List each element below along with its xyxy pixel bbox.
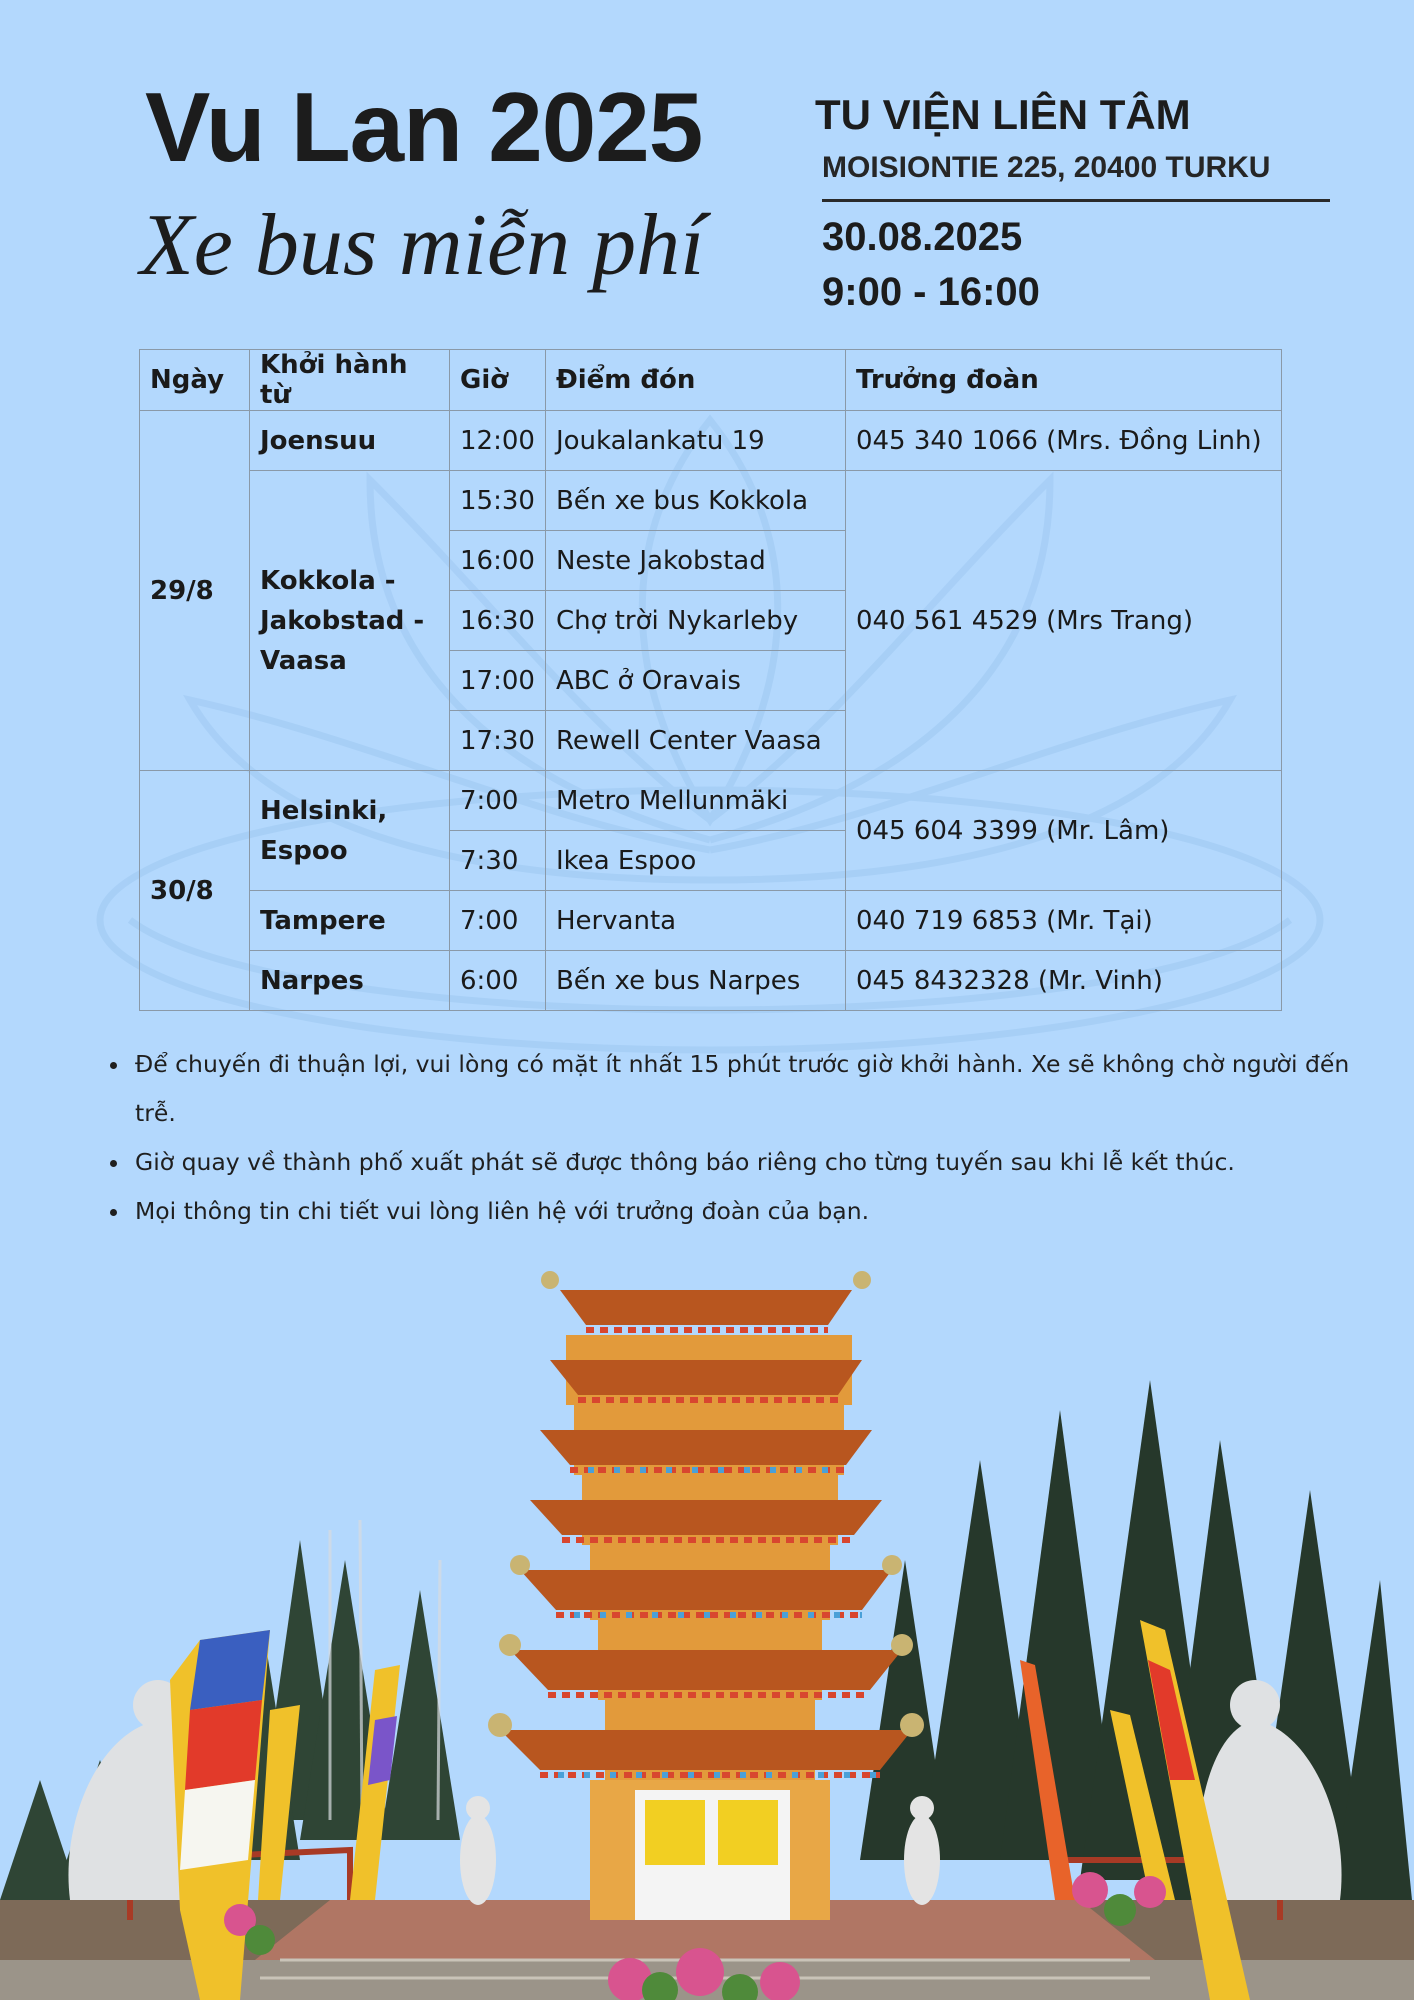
header-divider <box>822 199 1330 202</box>
departure-line: Vaasa <box>260 645 347 676</box>
organization-address: MOISIONTIE 225, 20400 TURKU <box>822 151 1271 184</box>
time-cell: 6:00 <box>450 951 546 1011</box>
notes-list <box>105 1040 1361 1236</box>
header-time: Giờ <box>450 350 546 411</box>
departure-line: Helsinki, <box>260 795 388 826</box>
pickup-cell: Bến xe bus Kokkola <box>545 471 845 531</box>
page-title: Vu Lan 2025 <box>145 72 703 182</box>
list-item: • Để chuyến đi thuận lợi, vui lòng có mặt ít nhất 15 phút trước giờ khởi hành. Xe sẽ không chờ người đến trễ. <box>131 1040 1361 1138</box>
departure-line: Espoo <box>260 835 348 866</box>
pickup-cell: Joukalankatu 19 <box>545 411 845 471</box>
event-date: 30.08.2025 <box>822 215 1023 259</box>
pickup-cell: Metro Mellunmäki <box>545 771 845 831</box>
departure-cell: Narpes <box>250 951 450 1011</box>
event-time: 9:00 - 16:00 <box>822 270 1040 314</box>
day-cell: 30/8 <box>140 771 250 1011</box>
table-row <box>140 471 1282 531</box>
header-leader: Trưởng đoàn <box>845 350 1281 411</box>
bus-schedule-table <box>139 349 1282 1011</box>
table-row <box>140 411 1282 471</box>
departure-line: Kokkola - <box>260 565 396 596</box>
time-cell: 12:00 <box>450 411 546 471</box>
table-row <box>140 951 1282 1011</box>
pickup-cell: Bến xe bus Narpes <box>545 951 845 1011</box>
list-item: • Mọi thông tin chi tiết vui lòng liên hệ với trưởng đoàn của bạn. <box>131 1187 1361 1236</box>
organization-name: TU VIỆN LIÊN TÂM <box>815 91 1191 138</box>
header-departure: Khởi hành từ <box>250 350 450 411</box>
pickup-cell: Ikea Espoo <box>545 831 845 891</box>
pickup-cell: Neste Jakobstad <box>545 531 845 591</box>
list-item: • Giờ quay về thành phố xuất phát sẽ được thông báo riêng cho từng tuyến sau khi lễ kết thúc. <box>131 1138 1361 1187</box>
day-cell: 29/8 <box>140 411 250 771</box>
table-header-row <box>140 350 1282 411</box>
time-cell: 7:30 <box>450 831 546 891</box>
time-cell: 17:00 <box>450 651 546 711</box>
pagoda-photo <box>0 1260 1414 2000</box>
leader-cell: 045 604 3399 (Mr. Lâm) <box>845 771 1281 891</box>
time-cell: 16:00 <box>450 531 546 591</box>
departure-cell: Tampere <box>250 891 450 951</box>
leader-cell: 040 561 4529 (Mrs Trang) <box>845 471 1281 771</box>
pickup-cell: ABC ở Oravais <box>545 651 845 711</box>
pickup-cell: Hervanta <box>545 891 845 951</box>
header-day: Ngày <box>140 350 250 411</box>
departure-cell: Joensuu <box>250 411 450 471</box>
time-cell: 7:00 <box>450 891 546 951</box>
header-pickup: Điểm đón <box>545 350 845 411</box>
table-row <box>140 771 1282 831</box>
pickup-cell: Chợ trời Nykarleby <box>545 591 845 651</box>
leader-cell: 045 340 1066 (Mrs. Đồng Linh) <box>845 411 1281 471</box>
time-cell: 15:30 <box>450 471 546 531</box>
page-subtitle: Xe bus miễn phí <box>140 197 705 294</box>
pickup-cell: Rewell Center Vaasa <box>545 711 845 771</box>
time-cell: 16:30 <box>450 591 546 651</box>
time-cell: 7:00 <box>450 771 546 831</box>
departure-cell <box>250 471 450 771</box>
departure-line: Jakobstad - <box>260 605 425 636</box>
leader-cell: 045 8432328 (Mr. Vinh) <box>845 951 1281 1011</box>
table-row <box>140 891 1282 951</box>
departure-cell <box>250 771 450 891</box>
time-cell: 17:30 <box>450 711 546 771</box>
leader-cell: 040 719 6853 (Mr. Tại) <box>845 891 1281 951</box>
